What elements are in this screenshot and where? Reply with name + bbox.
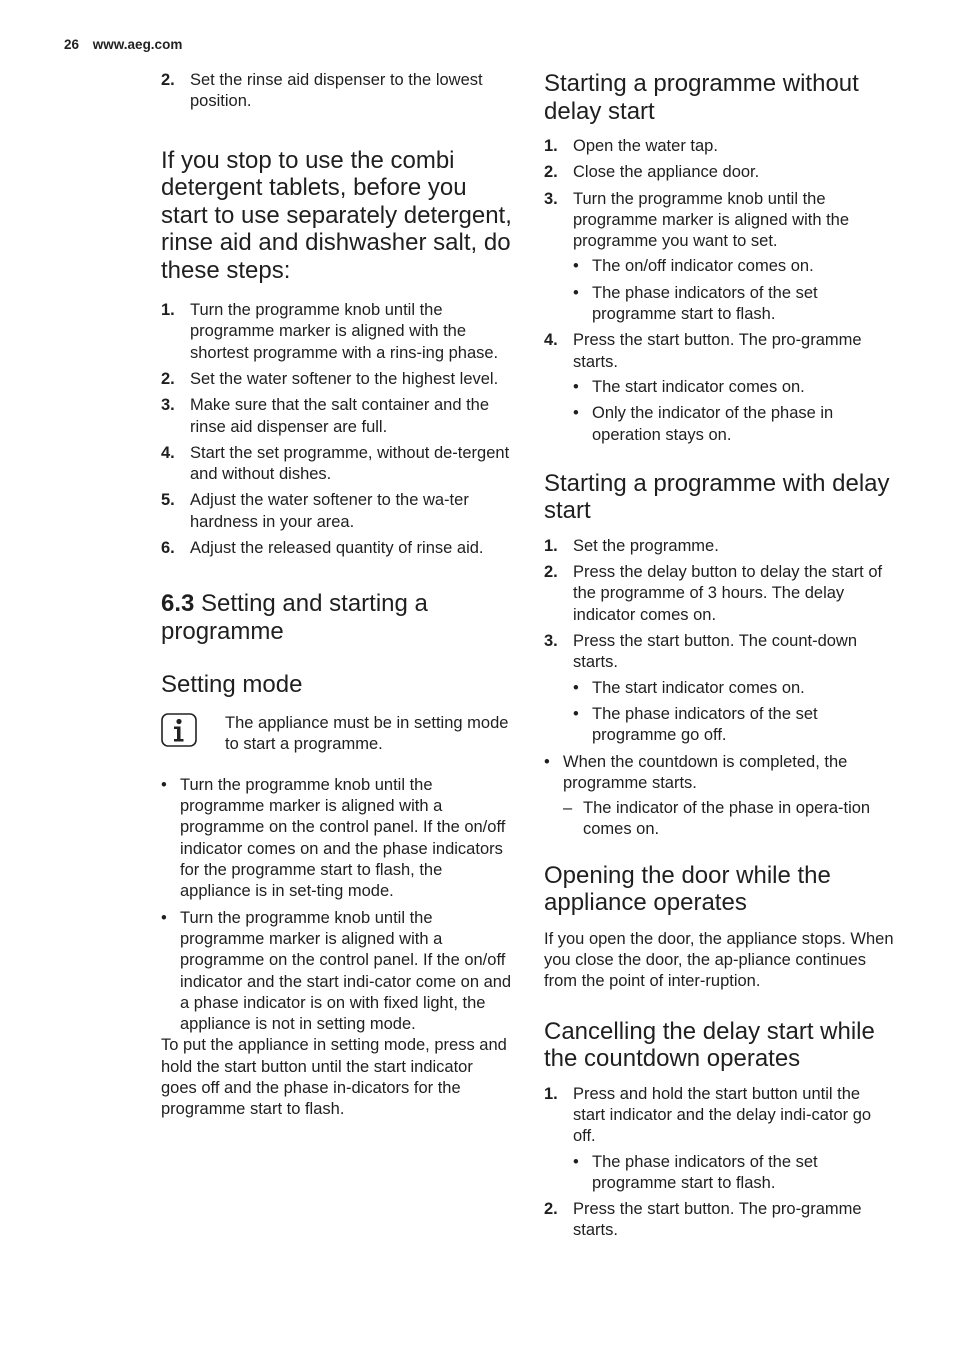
bullet-text: The phase indicators of the set programme go off. bbox=[592, 704, 818, 745]
list-item: • The phase indicators of the set programme go off. bbox=[573, 704, 818, 745]
rinse-aid-step-list bbox=[161, 70, 513, 113]
step-number: 5. bbox=[161, 491, 175, 510]
step-number: 1. bbox=[544, 536, 558, 555]
info-icon bbox=[161, 713, 197, 747]
step-text: Make sure that the salt container and the rinse aid dispenser are full. bbox=[190, 396, 490, 436]
list-item: • Only the indicator of the phase in operation stays on. bbox=[573, 404, 834, 444]
list-item bbox=[544, 189, 896, 326]
bullet-text: When the countdown is completed, the programme starts. bbox=[563, 752, 848, 792]
delay-heading: Starting a programme with delay start bbox=[544, 469, 890, 525]
list-item bbox=[161, 70, 513, 113]
cancel-heading: Cancelling the delay start while the countdown operates bbox=[544, 1017, 875, 1073]
step-text: Set the programme. bbox=[573, 536, 719, 555]
step-text: Press and hold the start button until the start indicator and the delay indi-cator go off. bbox=[573, 1084, 872, 1146]
list-item bbox=[161, 369, 513, 390]
section-heading bbox=[161, 590, 513, 645]
list-item bbox=[544, 1199, 896, 1242]
bullet-text: The on/off indicator comes on. bbox=[592, 257, 814, 276]
bullet-list bbox=[573, 377, 896, 446]
step-text: Turn the programme knob until the programme marker is aligned with the programme you want to set. bbox=[573, 189, 850, 251]
list-item bbox=[161, 395, 513, 438]
step-number: 3. bbox=[544, 189, 558, 208]
section-title: Setting and starting a programme bbox=[161, 590, 428, 645]
section-number: 6.3 bbox=[161, 590, 195, 618]
step-number: 2. bbox=[161, 71, 175, 89]
list-item bbox=[161, 490, 513, 533]
step-text: Set the water softener to the highest level. bbox=[190, 369, 499, 388]
list-item: • When the countdown is completed, the programme starts. – The indicator of the phase in opera-tion comes on. bbox=[544, 752, 896, 841]
step-text: Open the water tap. bbox=[573, 137, 718, 155]
list-item: • The phase indicators of the set programme start to flash. bbox=[573, 283, 818, 324]
step-text: Start the set programme, without de-tergent and without dishes. bbox=[190, 443, 510, 484]
bullet-text: The start indicator comes on. bbox=[592, 377, 805, 396]
door-paragraph: If you open the door, the appliance stops. When you close the door, the ap-pliance continues from the point of inter-ruption. bbox=[544, 929, 894, 991]
site-url: www.aeg.com bbox=[92, 37, 183, 52]
step-number: 2. bbox=[544, 563, 558, 582]
list-item bbox=[544, 1084, 896, 1194]
delay-after-bullet-list bbox=[544, 752, 896, 841]
step-text: Press the start button. The pro-gramme starts. bbox=[573, 331, 862, 371]
step-number: 3. bbox=[161, 396, 175, 415]
step-number: 4. bbox=[544, 331, 558, 350]
step-number: 3. bbox=[544, 632, 558, 651]
step-number: 2. bbox=[161, 369, 175, 388]
combi-heading: If you stop to use the combi detergent tablets, before you start to use separately detergent, rinse aid and dishwasher salt, do these steps: bbox=[161, 146, 512, 284]
step-number: 1. bbox=[161, 301, 175, 320]
step-text: Press the start button. The count-down starts. bbox=[573, 632, 858, 672]
step-text: Adjust the released quantity of rinse aid. bbox=[190, 539, 484, 558]
step-text: Press the delay button to delay the start of the programme of 3 hours. The delay indicator comes on. bbox=[573, 563, 883, 624]
list-item: – The indicator of the phase in opera-tion comes on. bbox=[563, 799, 871, 839]
step-number: 1. bbox=[544, 1084, 558, 1103]
list-item: • The phase indicators of the set programme start to flash. bbox=[573, 1152, 818, 1192]
step-number: 2. bbox=[544, 163, 558, 182]
list-item: • The on/off indicator comes on. bbox=[573, 257, 814, 276]
list-item: • Turn the programme knob until the programme marker is aligned with a programme on the control panel. If the on/off indicator comes on and the phase indicators for the programme start to flash, the appliance is in set-ting mode. bbox=[161, 775, 506, 901]
info-note bbox=[161, 713, 513, 757]
dash-list bbox=[563, 798, 896, 841]
step-number: 4. bbox=[161, 443, 175, 462]
list-item bbox=[161, 300, 513, 364]
cancel-step-list bbox=[544, 1084, 896, 1242]
left-column bbox=[161, 70, 513, 1121]
bullet-text: Turn the programme knob until the programme marker is aligned with a programme on the control panel. If the on/off indicator comes on and the phase indicators for the programme start to flash, the appliance is in set-ting mode. bbox=[180, 775, 506, 901]
bullet-text: The start indicator comes on. bbox=[592, 678, 805, 697]
setting-mode-paragraph: To put the appliance in setting mode, press and hold the start button until the start indicator goes off and the phase in-dicators for the programme start to flash. bbox=[161, 1036, 507, 1119]
info-text: The appliance must be in setting mode to start a programme. bbox=[225, 713, 509, 754]
page-number: 26 bbox=[64, 37, 80, 52]
step-number: 6. bbox=[161, 539, 175, 558]
bullet-list bbox=[573, 1152, 896, 1195]
list-item bbox=[544, 162, 896, 183]
right-column bbox=[544, 70, 896, 1247]
bullet-text: The phase indicators of the set programme start to flash. bbox=[592, 1152, 818, 1192]
step-text: Turn the programme knob until the programme marker is aligned with the shortest programme with a rins-ing phase. bbox=[190, 301, 499, 362]
setting-mode-heading: Setting mode bbox=[161, 671, 303, 699]
list-item: • Turn the programme knob until the programme marker is aligned with a programme on the control panel. If the on/off indicator and the start indi-cator come on and a phase indicator is on with fixed light, the appliance is not in setting mode. bbox=[161, 908, 512, 1034]
step-text: Close the appliance door. bbox=[573, 163, 760, 182]
setting-mode-bullet-list bbox=[161, 775, 513, 1036]
dash-text: The indicator of the phase in opera-tion comes on. bbox=[583, 799, 871, 839]
bullet-text: Only the indicator of the phase in operation stays on. bbox=[592, 404, 834, 444]
bullet-text: The phase indicators of the set programme start to flash. bbox=[592, 283, 818, 324]
step-text: Set the rinse aid dispenser to the lowest position. bbox=[190, 71, 483, 111]
door-heading: Opening the door while the appliance operates bbox=[544, 861, 831, 917]
list-item: • The start indicator comes on. bbox=[573, 678, 805, 697]
list-item: • The start indicator comes on. bbox=[573, 377, 805, 396]
bullet-text: Turn the programme knob until the programme marker is aligned with a programme on the control panel. If the on/off indicator and the start indi-cator come on and a phase indicator is on with fixed light, the appliance is not in setting mode. bbox=[180, 908, 512, 1034]
no-delay-step-list bbox=[544, 136, 896, 446]
list-item bbox=[161, 538, 513, 559]
list-item bbox=[544, 631, 896, 746]
step-number: 2. bbox=[544, 1200, 558, 1219]
page-header bbox=[64, 37, 182, 52]
step-text: Adjust the water softener to the wa-ter hardness in your area. bbox=[190, 491, 469, 531]
list-item bbox=[161, 443, 513, 486]
step-number: 1. bbox=[544, 137, 558, 155]
delay-step-list bbox=[544, 536, 896, 747]
step-text: Press the start button. The pro-gramme starts. bbox=[573, 1200, 862, 1240]
list-item bbox=[544, 562, 896, 626]
list-item bbox=[544, 536, 896, 557]
no-delay-heading: Starting a programme without delay start bbox=[544, 70, 859, 125]
list-item bbox=[544, 330, 896, 445]
list-item bbox=[544, 136, 896, 157]
bullet-list bbox=[573, 256, 896, 325]
combi-step-list bbox=[161, 300, 513, 559]
bullet-list bbox=[573, 678, 896, 747]
